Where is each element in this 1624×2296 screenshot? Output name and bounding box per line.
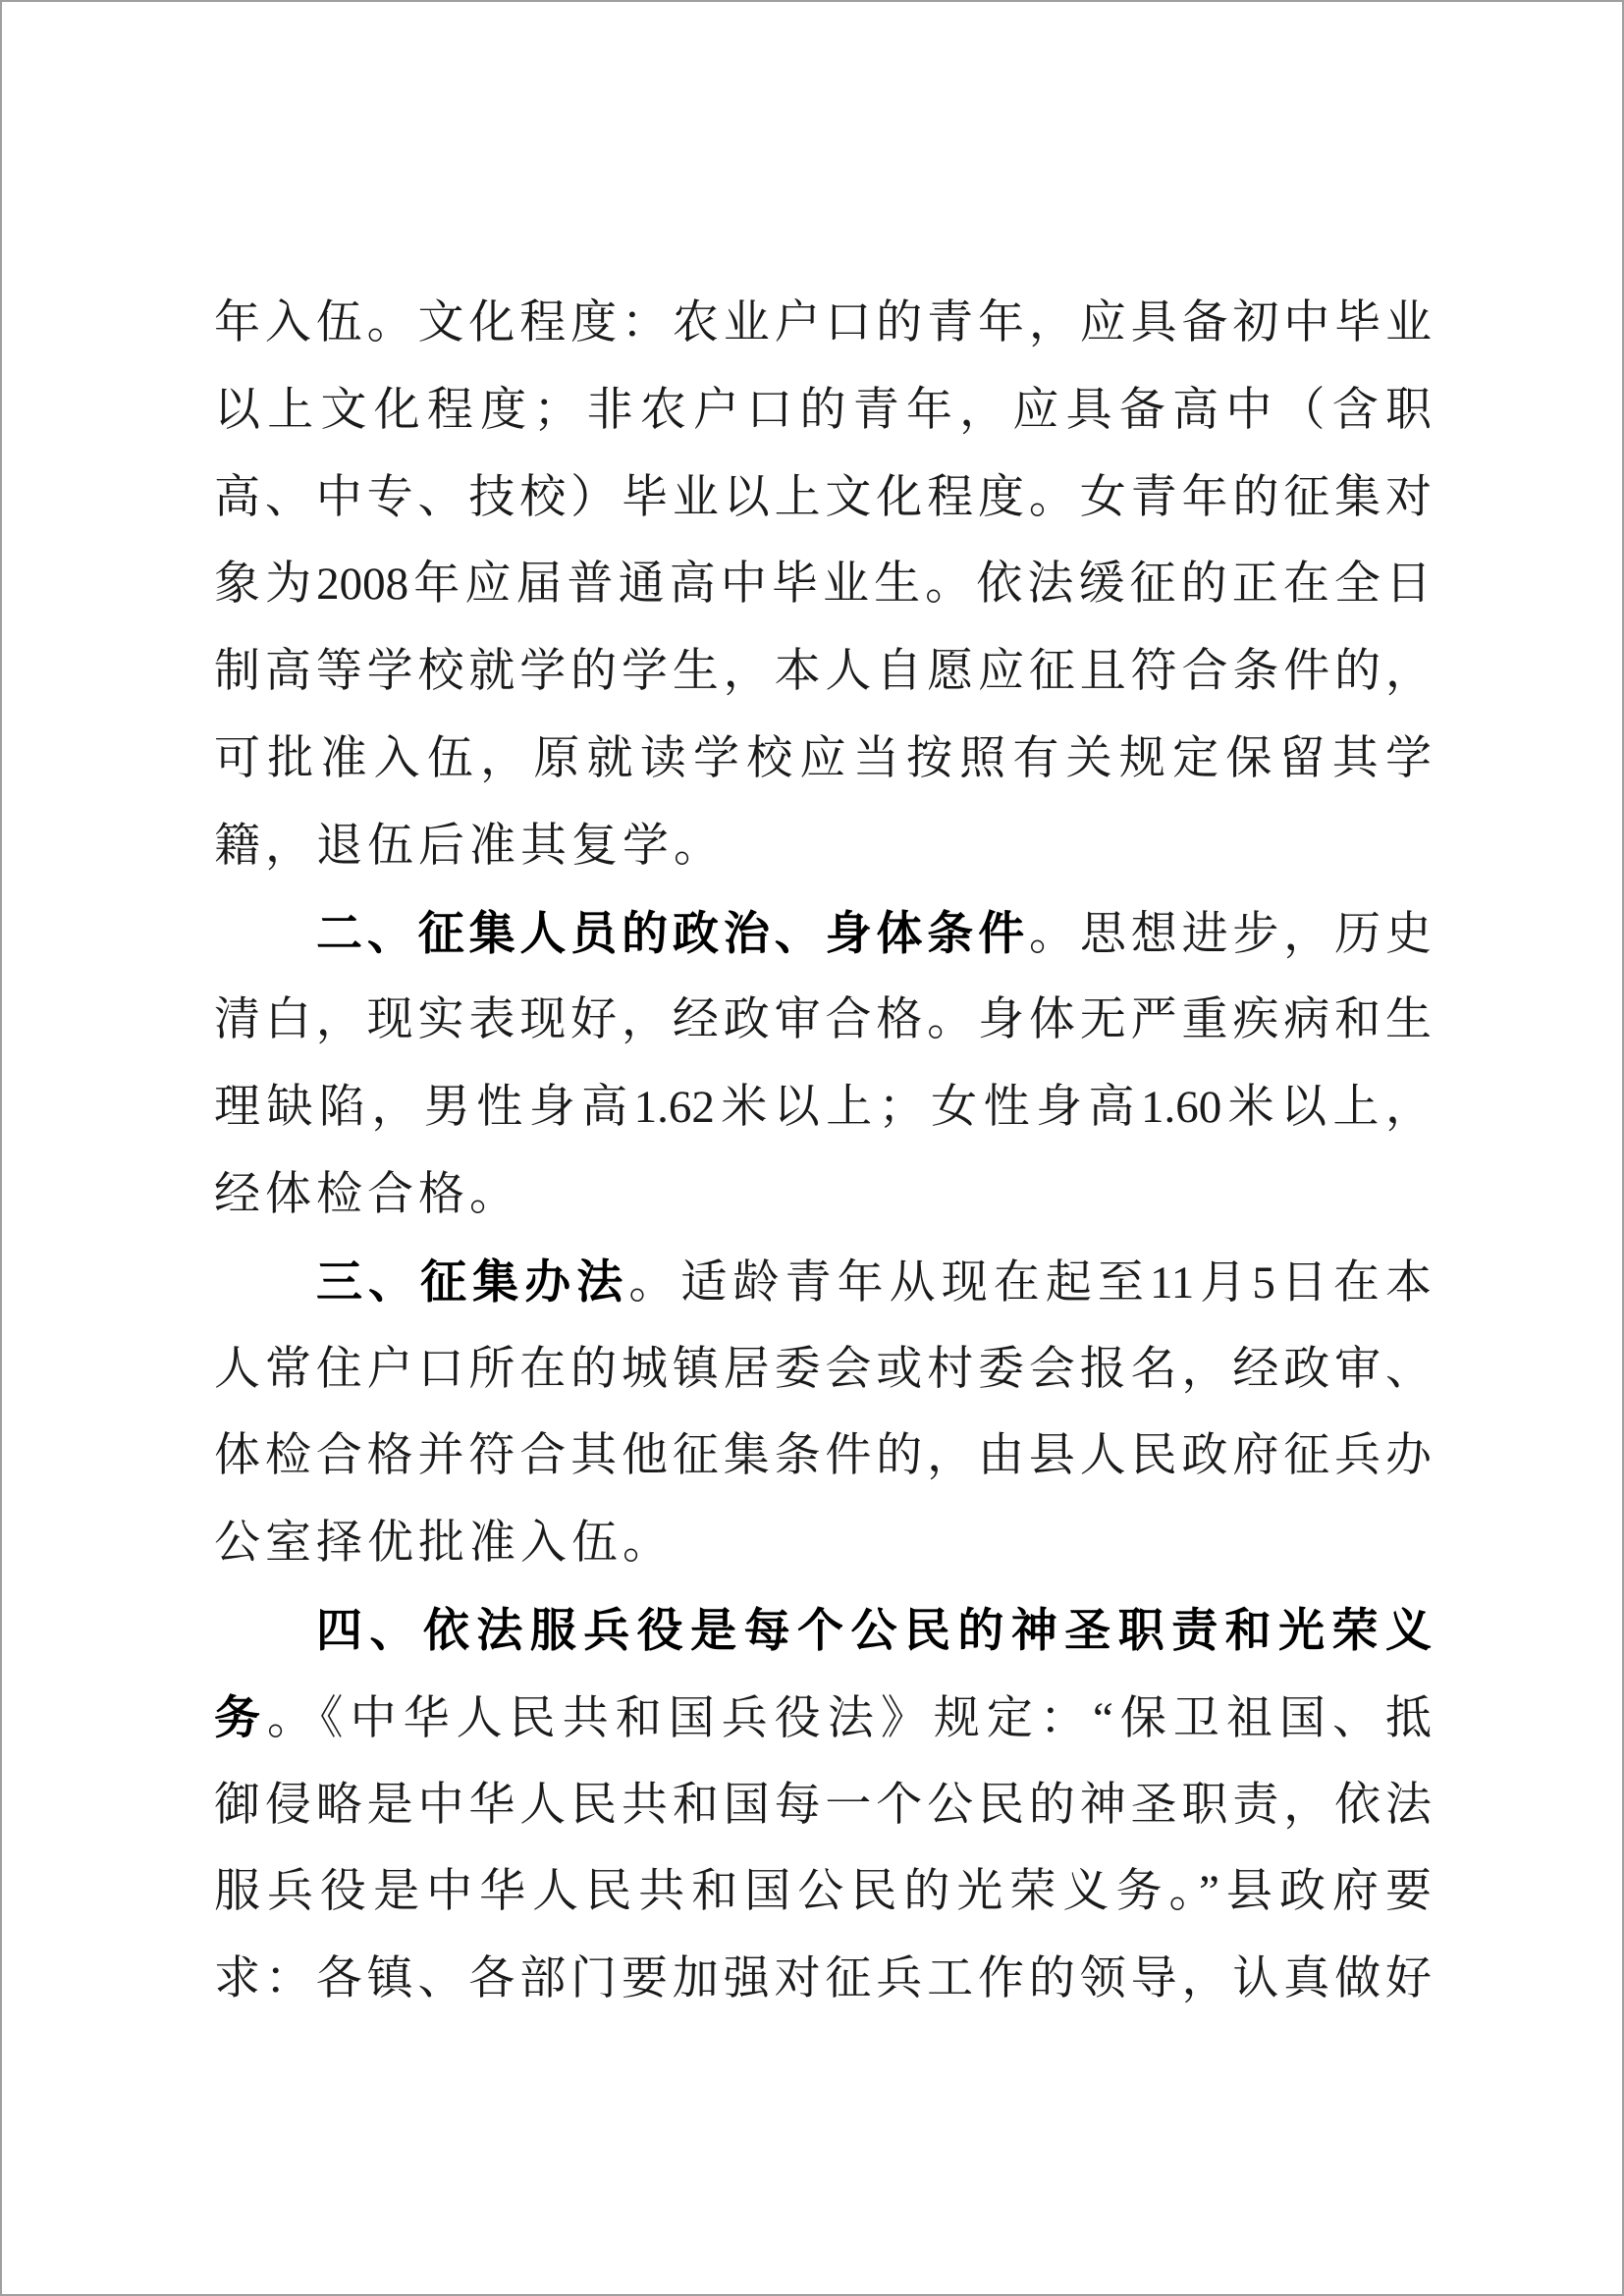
body-text-segment: 人常住户口所在的城镇居委会或村委会报名，经政审、 [214,1343,1432,1395]
text-line [214,1239,1432,1326]
body-text-segment: 制高等学校就学的学生，本人自愿应征且符合条件的， [214,646,1432,698]
body-text-segment: 御侵略是中华人民共和国每一个公民的神圣职责，依法 [214,1779,1432,1831]
body-text-segment: 籍，退伍后准其复学。 [214,820,725,872]
body-text-segment: 清白，现实表现好，经政审合格。身体无严重疾病和生 [214,994,1432,1046]
heading-segment: 务 [214,1690,268,1743]
body-text-segment: 以上文化程度；非农户口的青年，应具备高中（含职 [214,384,1432,436]
text-line [214,1587,1432,1675]
text-line [214,716,1432,803]
body-text-segment: 理缺陷，男性身高1.62米以上；女性身高1.60米以上， [214,1082,1432,1134]
heading-segment: 三、征集办法 [316,1255,629,1308]
body-text-segment: 高、中专、技校）毕业以上文化程度。女青年的征集对 [214,471,1432,523]
body-text-segment: 求：各镇、各部门要加强对征兵工作的领导，认真做好 [214,1953,1432,2005]
body-text-segment: 可批准入伍，原就读学校应当按照有关规定保留其学 [214,732,1432,784]
text-line [214,1413,1432,1500]
text-line [214,1762,1432,1849]
text-line [214,1936,1432,2023]
text-line [214,628,1432,716]
body-text-segment: 年入伍。文化程度：农业户口的青年，应具备初中毕业 [214,297,1432,348]
text-line [214,454,1432,542]
body-text-segment: 象为2008年应届普通高中毕业生。依法缓征的正在全日 [214,559,1432,611]
text-line [214,977,1432,1064]
body-text-segment: 公室择优批准入伍。 [214,1518,674,1570]
text-line [214,541,1432,628]
text-line [214,280,1432,367]
body-text-segment: 。适龄青年从现在起至11月5日在本 [628,1256,1432,1308]
text-line [214,367,1432,454]
text-line [214,890,1432,978]
text-line [214,1064,1432,1151]
text-line [214,1848,1432,1936]
text-line [214,1151,1432,1239]
text-line [214,1500,1432,1587]
body-text-segment: 服兵役是中华人民共和国公民的光荣义务。”县政府要 [214,1866,1433,1918]
body-text-segment: 。思想进步，历史 [1029,908,1432,960]
heading-segment: 四、依法服兵役是每个公民的神圣职责和光荣义 [316,1603,1432,1656]
body-text-segment: 体检合格并符合其他征集条件的，由县人民政府征兵办 [214,1430,1432,1482]
text-line [214,1326,1432,1414]
body-text-segment: 经体检合格。 [214,1168,520,1220]
text-line [214,803,1432,890]
body-text-segment: 。《中华人民共和国兵役法》规定：“保卫祖国、抵 [267,1692,1432,1744]
heading-segment: 二、征集人员的政治、身体条件 [316,906,1029,959]
document-body [214,280,1432,2023]
text-line [214,1675,1432,1762]
